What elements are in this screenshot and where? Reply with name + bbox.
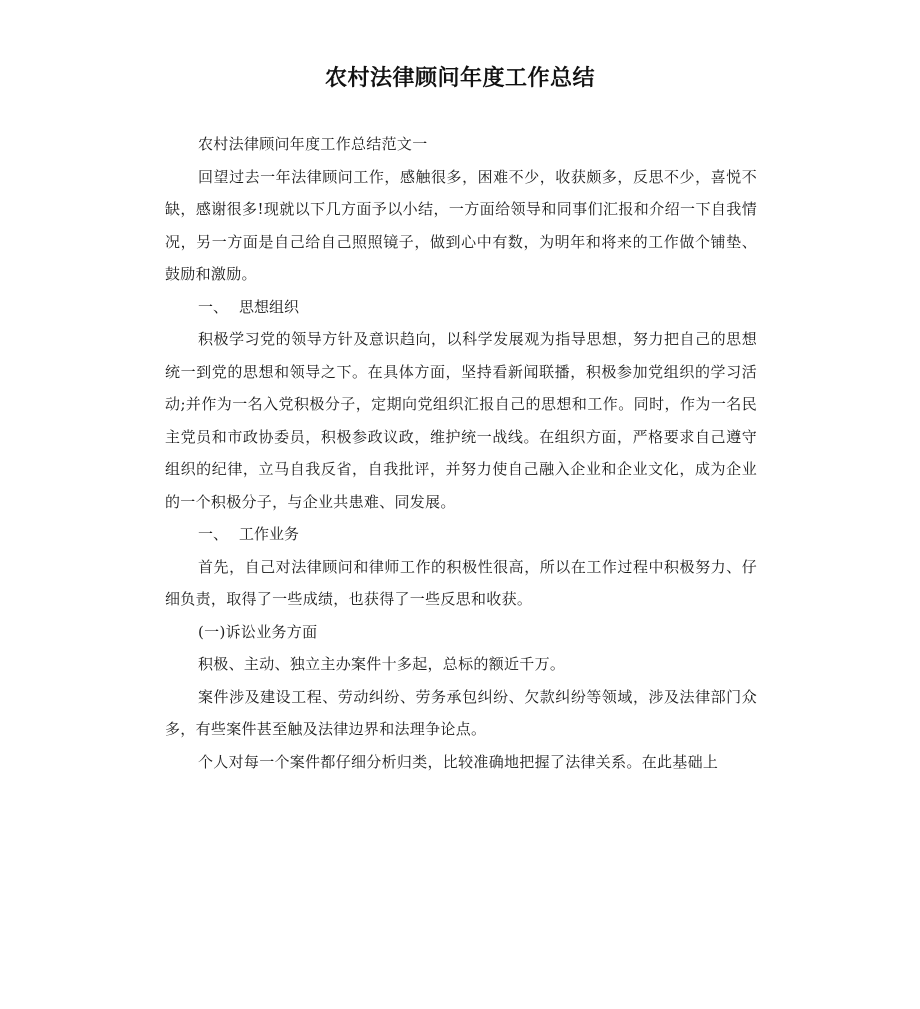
subsection-heading-litigation: (一)诉讼业务方面	[198, 622, 318, 641]
work-paragraph: 首先，自己对法律顾问和律师工作的积极性很高，所以在工作过程中积极努力、仔细负责，取得了一些成绩，也获得了一些反思和收获。	[165, 557, 757, 608]
litigation-paragraph-1: 积极、主动、独立主办案件十多起，总标的额近千万。	[198, 655, 566, 673]
litigation-paragraph-3: 个人对每一个案件都仔细分析归类，比较准确地把握了法律关系。在此基础上	[198, 752, 719, 771]
subtitle-paragraph: 农村法律顾问年度工作总结范文一	[198, 135, 428, 153]
document-body	[165, 128, 757, 778]
section-number: 一、	[198, 297, 229, 316]
intro-paragraph: 回望过去一年法律顾问工作，感触很多，困难不少，收获颇多，反思不少，喜悦不缺，感谢很多!现就以下几方面予以小结，一方面给领导和同事们汇报和介绍一下自我情况，另一方面是自己给自己照照镜子，做到心中有数，为明年和将来的工作做个铺垫、鼓励和激励。	[165, 167, 757, 283]
ideology-paragraph: 积极学习党的领导方针及意识趋向，以科学发展观为指导思想，努力把自己的思想统一到党的思想和领导之下。在具体方面，坚持看新闻联播，积极参加党组织的学习活动;并作为一名入党积极分子，定期向党组织汇报自己的思想和工作。同时，作为一名民主党员和市政协委员，积极参政议政，维护统一战线。在组织方面，严格要求自己遵守组织的纪律，立马自我反省，自我批评，并努力使自己融入企业和企业文化，成为企业的一个积极分子，与企业共患难、同发展。	[165, 330, 757, 511]
section-heading-work	[165, 518, 757, 551]
section-heading-text: 思想组织	[239, 297, 300, 316]
section-heading-ideology	[165, 291, 757, 324]
document-title: 农村法律顾问年度工作总结	[324, 66, 595, 91]
litigation-paragraph-2: 案件涉及建设工程、劳动纠纷、劳务承包纠纷、欠款纠纷等领域，涉及法律部门众多，有些案件甚至触及法律边界和法理争论点。	[165, 687, 757, 738]
section-heading-text: 工作业务	[239, 525, 300, 543]
section-number: 一、	[198, 525, 229, 543]
